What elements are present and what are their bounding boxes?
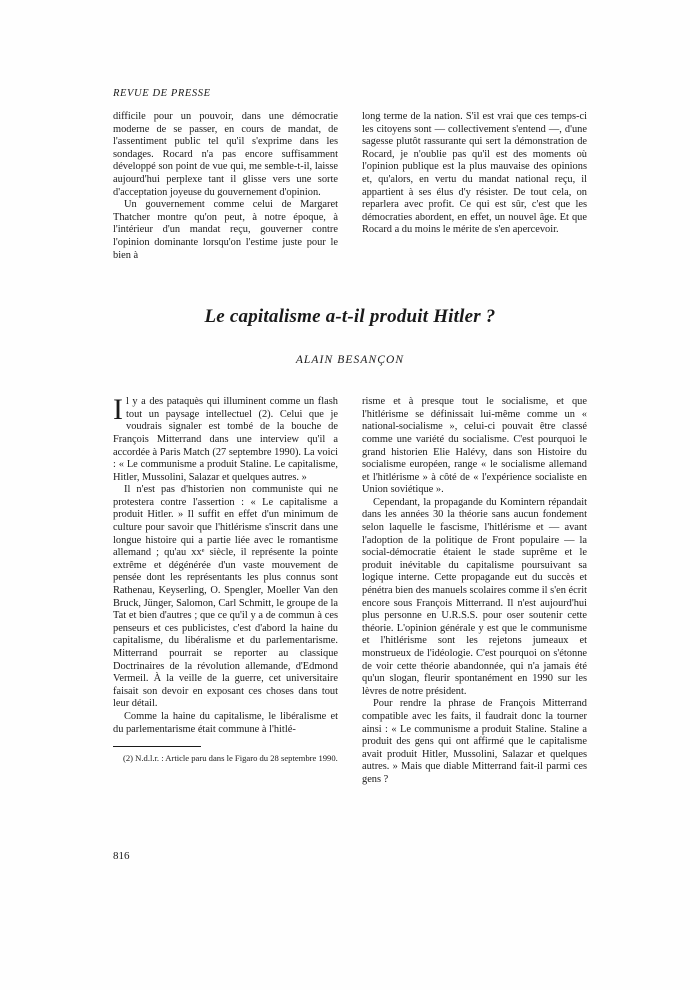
top-right-column [362,111,587,262]
article-author: ALAIN BESANÇON [295,354,405,367]
paragraph-with-dropcap [113,393,338,484]
drop-cap: I [113,393,123,427]
article-title: Le capitalisme a-t-il produit Hitler ? [204,306,496,328]
footnote-separator [113,746,201,747]
page-number: 816 [113,850,130,862]
paragraph: difficile pour un pouvoir, dans une démocratie moderne de se passer, en cours de mandat, de l'assentiment public tel qu'il s'exprime dans les sondages. Rocard n'a pas encore suffisamment développé son point de vue qui, me semble-t-il, laisse aujourd'hui perplexe tant il glisse vers une sorte d'acceptation joyeuse du gouvernement d'opinion. [113,111,338,198]
paragraph: Un gouvernement comme celui de Margaret Thatcher montre qu'on peut, à notre époque, à l'intérieur d'un mandat reçu, gouverner contre l'opinion dominante lorsqu'on l'estime juste pour le bien à [113,199,338,261]
paragraph: long terme de la nation. S'il est vrai que ces temps-ci les citoyens sont — collectivement s'entend —, d'une sagesse plutôt rassurante qui sert la démonstration de Rocard, je n'oublie pas qu'il est des moments où l'opinion publique est la plus mauvaise des opinions et, qu'alors, en vertu du mandat national reçu, il appartient à ses élus d'y résister. De tout cela, on reparlera avec profit. Ce qui est sûr, c'est que les démocraties abordent, en effet, un nouvel âge. Et que Rocard a du moins le mérite de s'en apercevoir. [362,111,587,236]
article-right-column [362,396,587,786]
paragraph: Pour rendre la phrase de François Mitterrand compatible avec les faits, il faudrait donc la tourner ainsi : « Le communisme a produit Staline. Staline a produit des gens qui ont affirmé que le capitalisme avait produit Hitler, Mussolini, Salazar et quelques autres. » Mais que diable Mitterrand fait-il parmi ces gens ? [362,698,587,785]
article-left-column [113,393,338,786]
paragraph: risme et à presque tout le socialisme, et que l'hitlérisme se définissait lui-même comme un « national-socialisme », celui-ci pouvait être classé comme une variété du socialisme. C'est pourquoi le grand historien Elie Halévy, dans son Histoire du socialisme européen, range « le socialisme allemand et l'hitlérisme » à côté de « l'expérience socialiste en Union soviétique ». [362,396,587,496]
paragraph: Il n'est pas d'historien non communiste qui ne protestera contre l'assertion : « Le capitalisme a produit Hitler. » Il suffit en effet d'un minimum de culture pour savoir que l'hitlérisme s'inscrit dans une longue histoire qui a partie liée avec le romantisme allemand ; qu'au xxᵉ siècle, il représente la pointe extrême et dégénérée d'un vaste mouvement de pensée dont les représentants les plus connus sont Rathenau, Keyserling, O. Spengler, Moeller Van den Bruck, Jünger, Salomon, Carl Schmitt, le groupe de la Tat et bien d'autres ; que ce qu'il y a de commun à ces penseurs et ces publicistes, c'est d'abord la haine du capitalisme, du libéralisme et du parlementarisme. Mitterrand pourrait se reporter au classique Doctrinaires de la révolution allemande, d'Edmond Vermeil. À la veille de la guerre, cet universitaire faisait son devoir en exposant ces choses dans tout leur détail. [113,484,338,710]
paragraph: Cependant, la propagande du Komintern répandait dans les années 30 la théorie sans aucun fondement selon laquelle le fascisme, l'hitlérisme et — avant l'adoption de la politique de Front populaire — la social-démocratie étaient le stade suprême et le produit inévitable du capitalisme poursuivant sa logique interne. Cette propagande eut du succès et pénétra bien des manuels scolaires comme il s'en écrit encore sous François Mitterrand. Il n'est aujourd'hui plus personne en U.R.S.S. pour oser soutenir cette théorie. L'opinion générale y est que le communisme et l'hitlérisme sont les rejetons jumeaux et monstrueux de l'idéologie. C'est pourquoi on s'étonne de voir cette théorie abandonnée, qui n'a jamais été qu'un slogan, fleurir spontanément en 1990 sur les lèvres de notre président. [362,496,587,697]
top-left-column [113,111,338,262]
footnote: (2) N.d.l.r. : Article paru dans le Figaro du 28 septembre 1990. [123,753,338,764]
paragraph: Comme la haine du capitalisme, le libéralisme et du parlementarisme était commune à l'hitlé- [113,710,338,735]
top-section-columns [113,111,587,262]
paragraph-text: l y a des pataquès qui illuminent comme un flash tout un paysage intellectuel (2). Celui que je voudrais signaler est tombé de la bouche de François Mitterrand dans une interview qu'il a accordée à Paris Match (27 septembre 1990). La voici : « Le communisme a produit Staline. Le capitalisme, Hitler, Mussolini, Salazar et quelques autres. » [113,396,338,483]
page-content [113,88,587,787]
article-columns [113,393,587,786]
running-head: REVUE DE PRESSE [113,88,211,99]
